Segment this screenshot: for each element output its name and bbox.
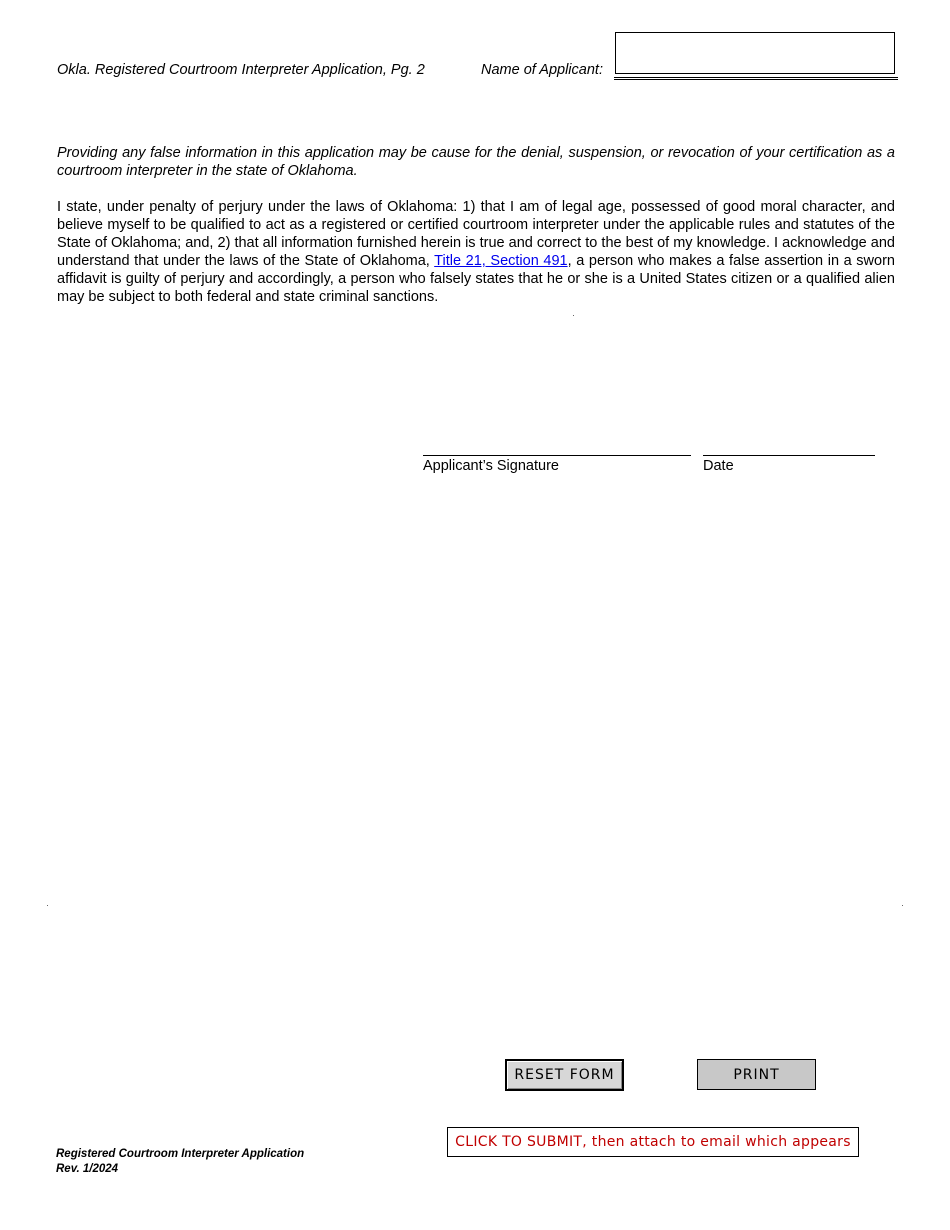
submit-button[interactable]: CLICK TO SUBMIT, then attach to email which appears: [447, 1127, 859, 1157]
title-21-section-491-link[interactable]: Title 21, Section 491: [434, 253, 568, 269]
attestation-text-after-link: , a person who makes a false assertion in a sworn affidavit is guilty of perjury and accordingly, a person who falsely states that he or she is a United States citizen or a qualified alien may be subject to both federal and state criminal sanctions.: [57, 253, 895, 305]
applicant-signature-label: Applicant’s Signature: [423, 458, 559, 474]
footer-form-name: Registered Courtroom Interpreter Application: [56, 1148, 305, 1160]
perjury-attestation: [57, 198, 895, 306]
name-field-underline: [614, 77, 898, 80]
stray-dot: [573, 315, 574, 316]
date-label: Date: [703, 458, 734, 474]
name-of-applicant-label: Name of Applicant:: [481, 62, 603, 78]
stray-dot: [47, 905, 48, 906]
stray-dot: [902, 905, 903, 906]
false-information-warning: Providing any false information in this application may be cause for the denial, suspension, or revocation of your certification as a courtroom interpreter in the state of Oklahoma.: [57, 145, 895, 179]
attestation-text-before-link: I state, under penalty of perjury under the laws of Oklahoma: 1) that I am of legal age, possessed of good moral character, and believe myself to be qualified to act as a registered or certified courtroom interpreter under the applicable rules and statutes of the State of Oklahoma; and, 2) that all information furnished herein is true and correct to the best of my knowledge. I acknowledge and understand that under the laws of the State of Oklahoma,: [57, 199, 895, 269]
name-of-applicant-input[interactable]: [615, 32, 895, 74]
print-button[interactable]: PRINT: [697, 1059, 816, 1090]
page-header-title: Okla. Registered Courtroom Interpreter Application, Pg. 2: [57, 62, 425, 78]
date-line[interactable]: [703, 455, 875, 456]
reset-form-button[interactable]: RESET FORM: [505, 1059, 624, 1091]
signature-line[interactable]: [423, 455, 691, 456]
footer-revision: Rev. 1/2024: [56, 1163, 119, 1175]
